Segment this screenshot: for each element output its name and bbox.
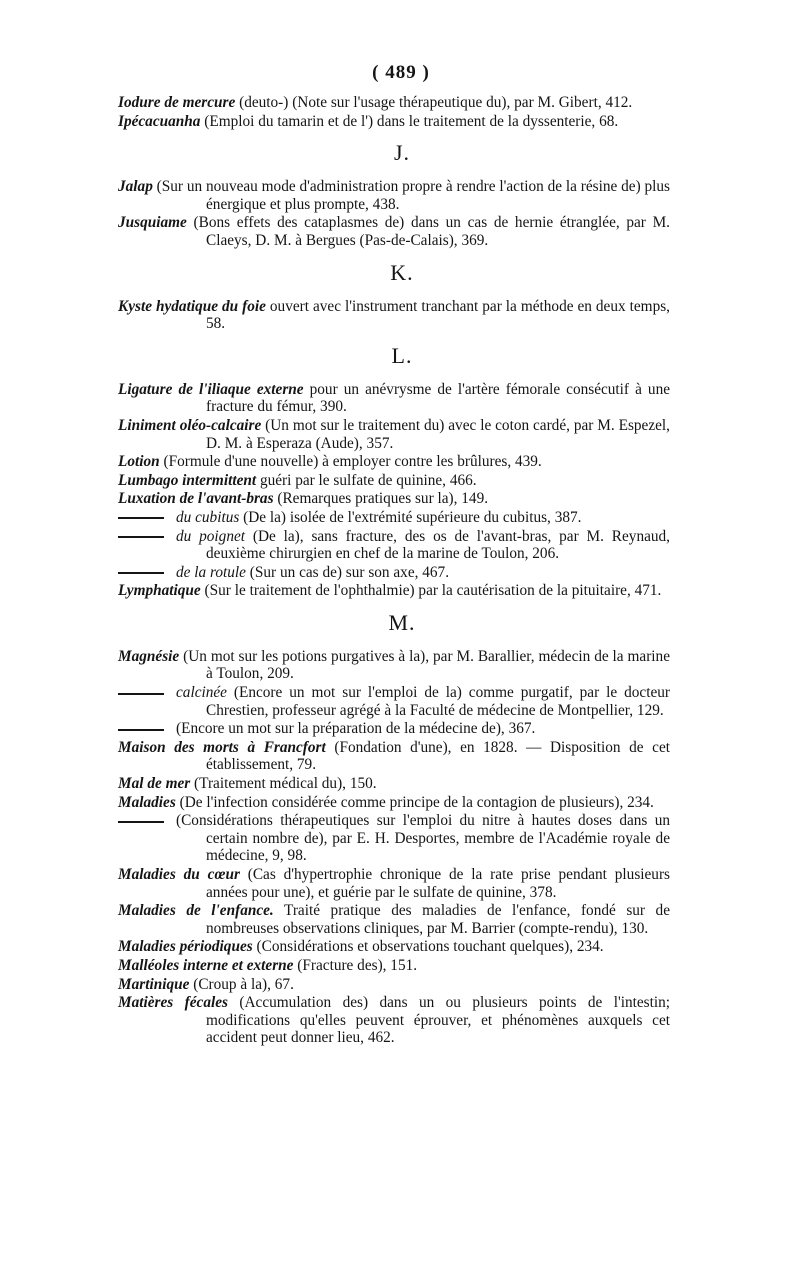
entry-heading: Maladies du cœur — [118, 866, 240, 883]
index-subentry — [118, 564, 670, 582]
index-subentry — [118, 528, 670, 563]
entry-text: (Un mot sur le traitement du) avec le coton cardé, par M. Espezel, D. M. à Esperaza (Aude), 357. — [206, 416, 670, 452]
repeat-dash — [118, 729, 164, 731]
entry-heading: Luxation de l'avant-bras — [118, 490, 274, 508]
entry-text: (Encore un mot sur la préparation de la médecine de), 367. — [176, 720, 536, 738]
index-entry — [118, 582, 670, 600]
index-content — [118, 94, 670, 1047]
entry-text: (Encore un mot sur l'emploi de la) comme purgatif, par le docteur Chrestien, professeur agrégé à la Faculté de médecine de Montpellier, 129. — [206, 684, 670, 719]
index-entry — [118, 648, 670, 683]
index-entry — [118, 417, 670, 452]
entry-text: ouvert avec l'instrument tranchant par la méthode en deux temps, 58. — [206, 297, 670, 333]
entry-heading: Lumbago intermittent — [118, 471, 257, 489]
entry-text: (Sur un nouveau mode d'administration propre à rendre l'action de la résine de) plus énergique et plus prompte, 438. — [152, 178, 670, 213]
index-entry — [118, 298, 670, 333]
index-entry — [118, 94, 670, 112]
entry-heading: Maison des morts à Francfort — [118, 738, 326, 756]
index-entry — [118, 775, 670, 793]
entry-text: (Sur un cas de) sur son axe, 467. — [245, 563, 450, 581]
repeat-dash — [118, 693, 164, 695]
index-entry — [118, 794, 670, 812]
entry-text: guéri par le sulfate de quinine, 466. — [256, 471, 477, 489]
index-subentry — [118, 509, 670, 527]
entry-heading: Liniment oléo-calcaire — [118, 416, 262, 434]
entry-heading: Iodure de mercure — [118, 94, 236, 111]
entry-text: (Fondation d'une), en 1828. — Disposition de cet établissement, 79. — [206, 738, 670, 774]
entry-text: (Bons effets des cataplasmes de) dans un cas de hernie étranglée, par M. Claeys, D. M. à Bergues (Pas-de-Calais), 369. — [186, 214, 670, 249]
index-entry — [118, 113, 670, 131]
index-subentry — [118, 684, 670, 719]
entry-text: (Traitement médical du), 150. — [190, 775, 377, 793]
entry-text: (Fracture des), 151. — [293, 956, 418, 974]
index-entry — [118, 214, 670, 249]
repeat-dash — [118, 517, 164, 519]
entry-text: (Un mot sur les potions purgatives à la), par M. Barallier, médecin de la marine à Toulon, 209. — [179, 647, 670, 683]
index-subentry — [118, 720, 670, 738]
entry-heading: Maladies périodiques — [118, 938, 253, 956]
entry-heading: Malléoles interne et externe — [118, 956, 294, 974]
entry-text: (De la), sans fracture, des os de l'avant-bras, par M. Reynaud, deuxième chirurgien en chef de la marine de Toulon, 206. — [206, 527, 670, 563]
repeat-dash — [118, 821, 164, 823]
index-entry — [118, 938, 670, 956]
index-entry — [118, 994, 670, 1047]
section-letter: M. — [388, 609, 416, 635]
entry-text: pour un anévrysme de l'artère fémorale consécutif à une fracture du fémur, 390. — [206, 380, 671, 416]
entry-text: (De l'infection considérée comme principe de la contagion de plusieurs), 234. — [175, 793, 654, 811]
index-entry — [118, 976, 670, 994]
section-letter: K. — [390, 259, 414, 285]
entry-heading: Maladies de l'enfance. — [118, 902, 274, 920]
entry-heading: de la rotule — [176, 563, 246, 581]
section-letter: J. — [393, 140, 411, 166]
entry-text: (deuto-) (Note sur l'usage thérapeutique du), par M. Gibert, 412. — [235, 94, 633, 111]
entry-text: (De la) isolée de l'extrémité supérieure du cubitus, 387. — [239, 508, 582, 526]
page-number: ( 489 ) — [372, 62, 430, 83]
entry-text: (Croup à la), 67. — [189, 975, 294, 993]
index-entry — [118, 866, 670, 901]
entry-heading: Ipécacuanha — [118, 112, 201, 130]
entry-text: Traité pratique des maladies de l'enfance, fondé sur de nombreuses observations cliniques, par M. Barrier (compte-rendu), 130. — [206, 902, 670, 937]
entry-heading: Lymphatique — [118, 582, 201, 600]
index-entry — [118, 957, 670, 975]
entry-text: (Accumulation des) dans un ou plusieurs points de l'intestin; modifications qu'elles peuvent éprouver, et phénomènes auxquels cet accident peut donner lieu, 462. — [206, 994, 671, 1047]
entry-text: (Considérations et observations touchant quelques), 234. — [252, 938, 604, 956]
entry-text: (Cas d'hypertrophie chronique de la rate prise pendant plusieurs années pour une), et guérie par le sulfate de quinine, 378. — [206, 866, 671, 901]
index-entry — [118, 453, 670, 471]
index-subentry — [118, 812, 670, 865]
entry-heading: Jusquiame — [118, 214, 187, 232]
section-letter: L. — [391, 342, 413, 368]
repeat-dash — [118, 536, 164, 538]
entry-heading: Maladies — [118, 793, 176, 811]
index-entry — [118, 739, 670, 774]
entry-heading: Magnésie — [118, 647, 180, 665]
index-entry — [118, 381, 670, 416]
index-entry — [118, 178, 670, 213]
entry-heading: calcinée — [176, 684, 227, 702]
entry-text: (Sur le traitement de l'ophthalmie) par la cautérisation de la pituitaire, 471. — [200, 582, 662, 600]
entry-heading: Lotion — [118, 453, 160, 471]
entry-heading: Martinique — [118, 975, 190, 993]
entry-heading: Mal de mer — [118, 775, 191, 793]
entry-heading: Jalap — [118, 178, 153, 196]
entry-heading: du poignet — [176, 527, 246, 545]
entry-heading: Matières fécales — [118, 994, 228, 1012]
entry-text: (Emploi du tamarin et de l') dans le traitement de la dyssenterie, 68. — [200, 112, 619, 130]
index-entry — [118, 902, 670, 937]
entry-text: (Considérations thérapeutiques sur l'emploi du nitre à hautes doses dans un certain nombre de), par E. H. Desportes, membre de l'Académie royale de médecine, 9, 98. — [176, 812, 670, 865]
index-entry — [118, 472, 670, 490]
repeat-dash — [118, 572, 164, 574]
index-entry — [118, 490, 670, 508]
entry-heading: Kyste hydatique du foie — [118, 297, 266, 315]
entry-text: (Remarques pratiques sur la), 149. — [273, 490, 489, 508]
entry-text: (Formule d'une nouvelle) à employer contre les brûlures, 439. — [159, 453, 542, 471]
entry-heading: Ligature de l'iliaque externe — [118, 380, 304, 398]
entry-heading: du cubitus — [176, 508, 240, 526]
